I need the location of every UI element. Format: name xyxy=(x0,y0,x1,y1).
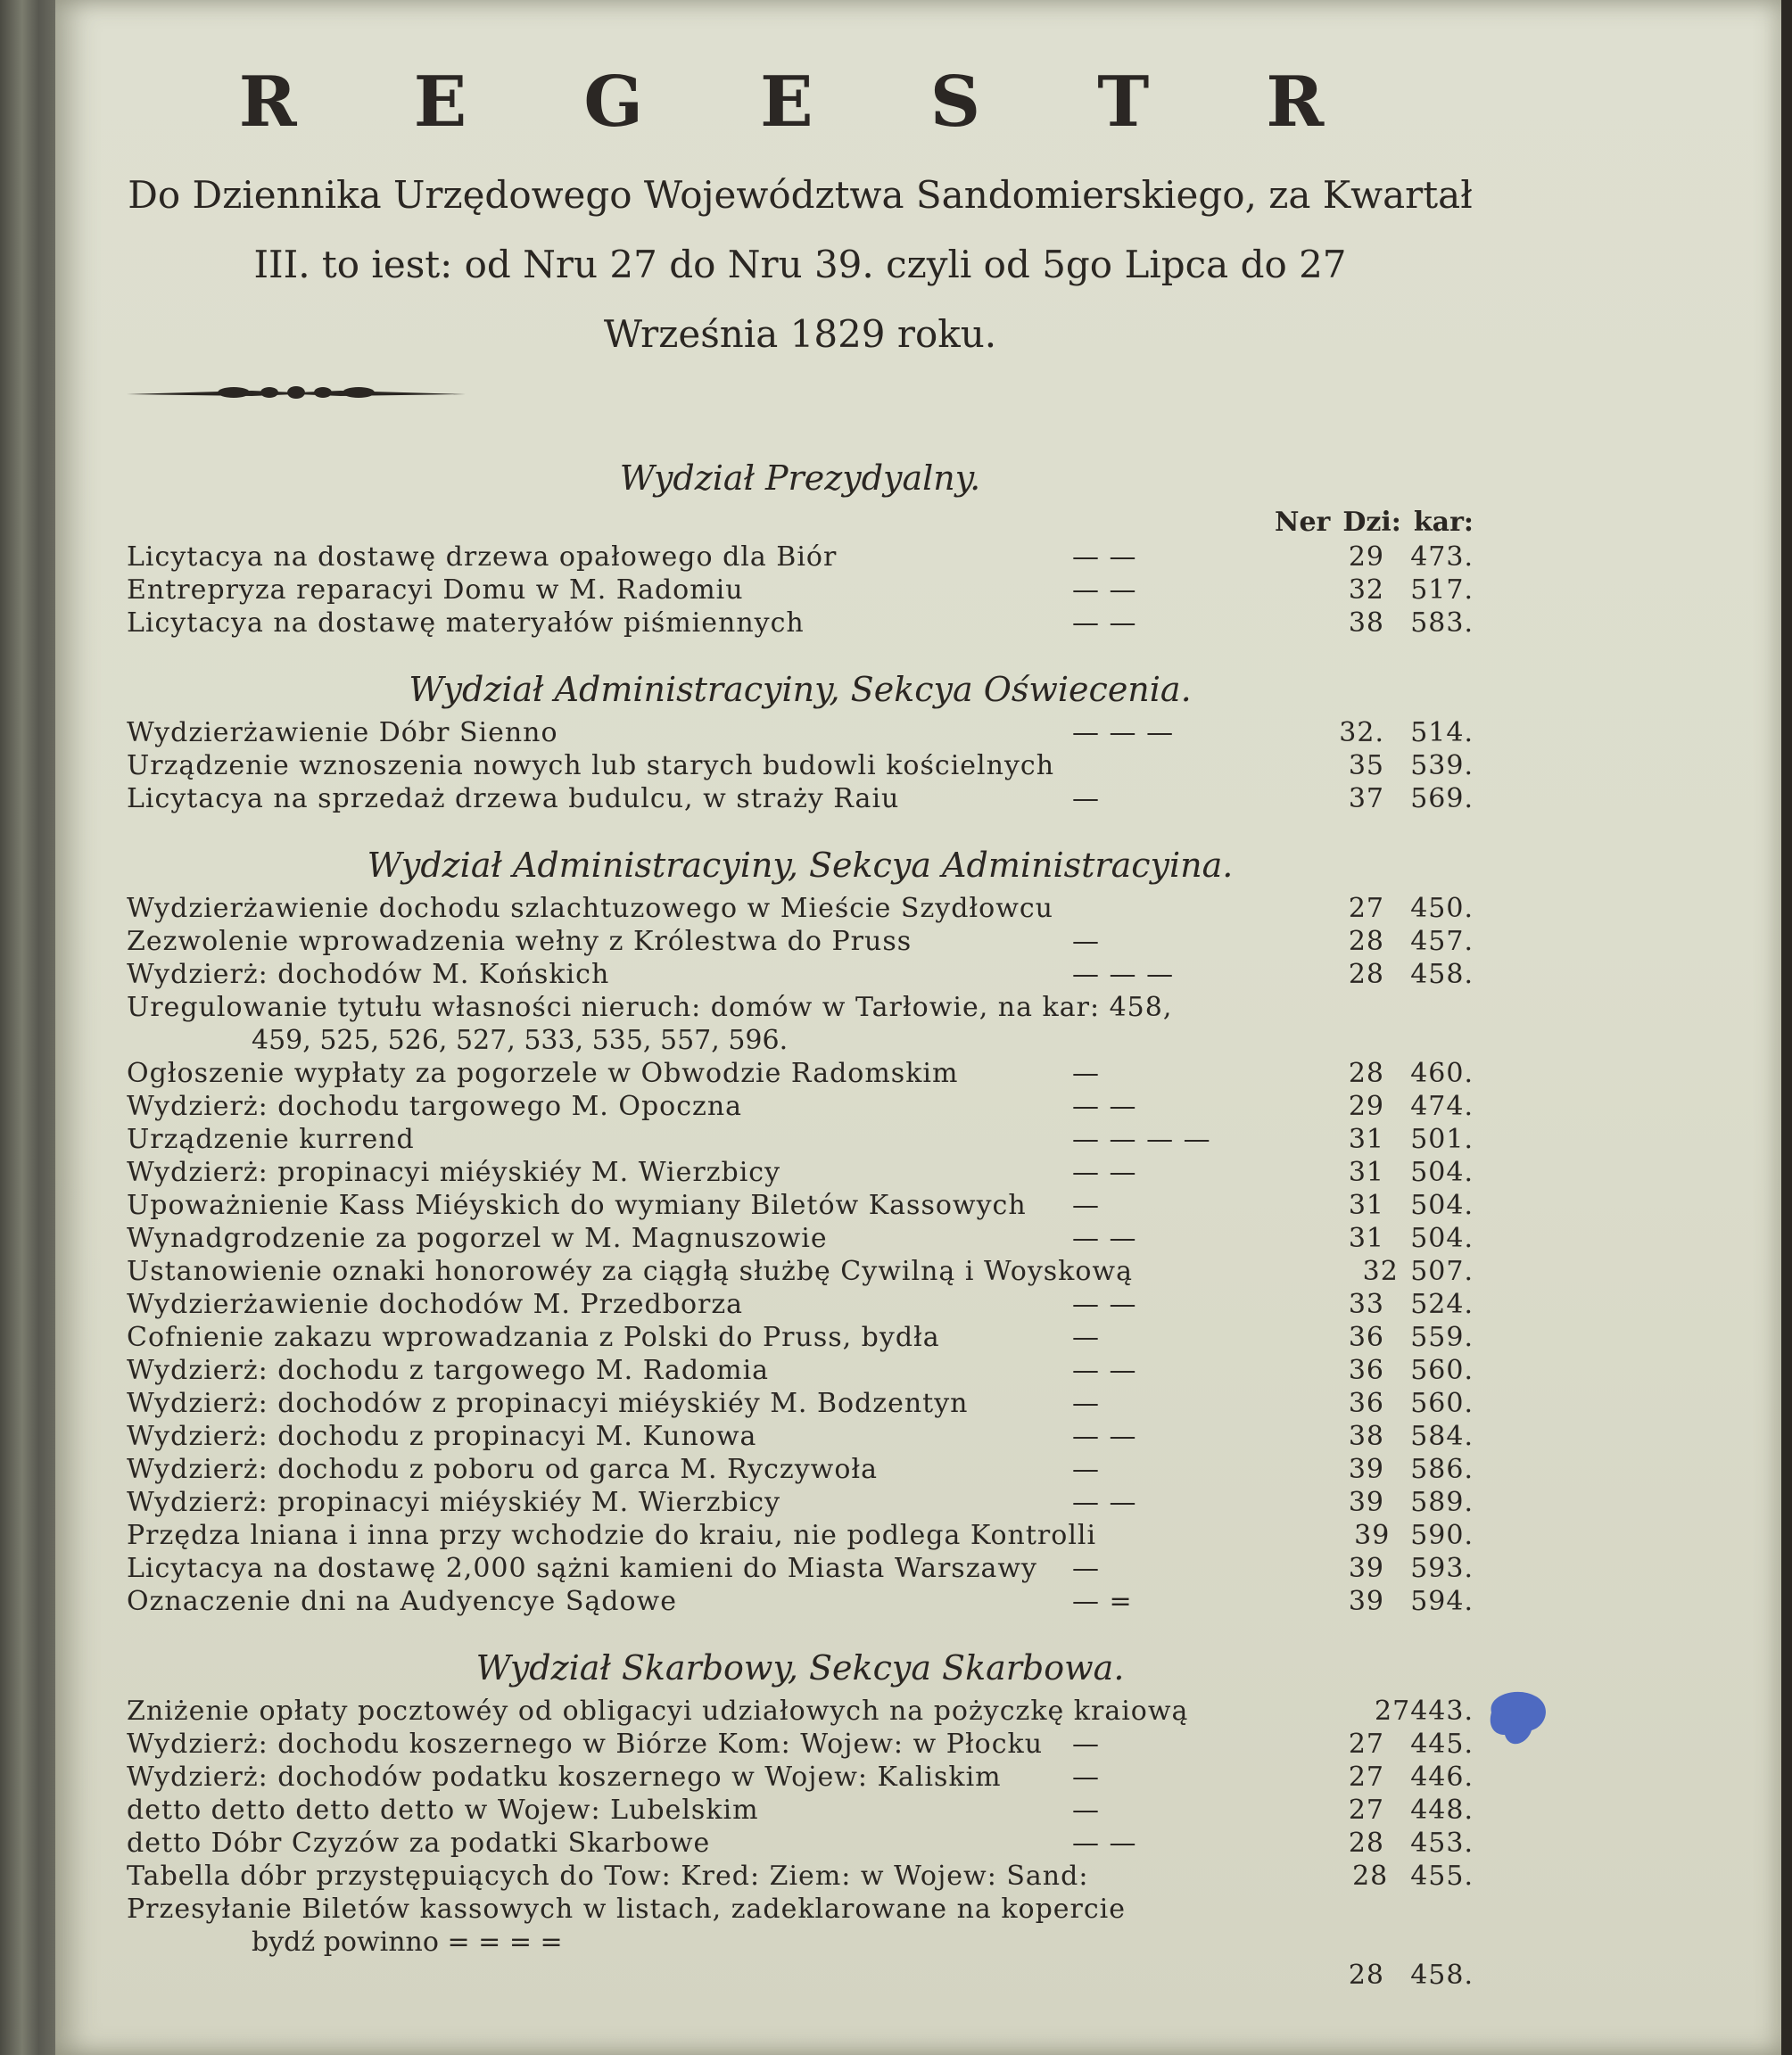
entry-dashes: — xyxy=(1072,1729,1100,1760)
entry-number: 27 xyxy=(1348,1795,1384,1826)
entry-number: 33 xyxy=(1348,1289,1384,1320)
register-row xyxy=(127,1486,1474,1519)
entry-title: Wydzierż: dochodu targowego M. Opoczna xyxy=(127,1091,743,1122)
entry-title: Licytacya na sprzedaż drzewa budulcu, w straży Raiu xyxy=(127,783,900,814)
entry-dashes: — — — xyxy=(1072,717,1175,748)
column-header-ner: Ner xyxy=(1275,507,1331,538)
entry-number: 39 xyxy=(1348,1586,1384,1617)
entry-dashes: — — xyxy=(1072,1223,1137,1254)
entry-title: Wydzierż: dochodu z poboru od garca M. Ryczywoła xyxy=(127,1454,879,1485)
entry-page: 460. xyxy=(1410,1058,1474,1089)
entry-dashes: — xyxy=(1072,783,1100,814)
entry-number: 28 xyxy=(1348,959,1384,990)
entry-number: 27 xyxy=(1375,1696,1411,1727)
entry-title: Wydzierż: dochodu koszernego w Biórze Kom: Wojew: w Płocku xyxy=(127,1729,1044,1760)
entry-title: Wydzierżawienie dochodu szlachtuzowego w Mieście Szydłowcu xyxy=(127,893,1054,924)
entry-page: 443. xyxy=(1410,1696,1474,1727)
entry-number: 32 xyxy=(1348,574,1384,606)
register-row xyxy=(127,1519,1474,1552)
entry-dashes: — — xyxy=(1072,1157,1137,1188)
entry-title: Przesyłanie Biletów kassowych w listach, zadeklarowane na kopercie xyxy=(127,1894,1127,1925)
register-row xyxy=(127,1090,1474,1123)
entry-title: Wydzierżawienie Dóbr Sienno xyxy=(127,717,558,748)
entry-title: Upoważnienie Kass Miéyskich do wymiany Biletów Kassowych xyxy=(127,1190,1027,1221)
entry-title: Entrepryza reparacyi Domu w M. Radomiu xyxy=(127,574,744,606)
entry-page: 458. xyxy=(1410,1960,1474,1991)
entry-title: Wydzierż: dochodu z propinacyi M. Kunowa xyxy=(127,1421,757,1452)
column-headers xyxy=(127,505,1474,541)
entry-page: 504. xyxy=(1410,1223,1474,1254)
register-row xyxy=(127,1827,1474,1860)
register-row xyxy=(127,1387,1474,1420)
entry-number: 35 xyxy=(1348,750,1384,781)
entry-title: detto detto detto detto w Wojew: Lubelskim xyxy=(127,1795,759,1826)
entry-number: 38 xyxy=(1348,1421,1384,1452)
entry-page: 517. xyxy=(1410,574,1474,606)
entry-number: 39 xyxy=(1348,1487,1384,1518)
entry-dashes: — xyxy=(1072,1322,1100,1353)
entry-continuation: 459, 525, 526, 527, 533, 535, 557, 596. xyxy=(252,1025,789,1056)
entry-page: 594. xyxy=(1410,1586,1474,1617)
register-row xyxy=(127,782,1474,815)
register-row xyxy=(127,1761,1474,1794)
entry-number: 28 xyxy=(1352,1861,1389,1892)
entry-title: Tabella dóbr przystępuiących do Tow: Kred: Ziem: w Wojew: Sand: xyxy=(127,1861,1089,1892)
register-row xyxy=(127,541,1474,574)
entry-dashes: — — xyxy=(1072,1091,1137,1122)
entry-title: Wydzierż: dochodów podatku koszernego w Wojew: Kaliskim xyxy=(127,1762,1002,1793)
subtitle-line-2: III. to iest: od Nru 27 do Nru 39. czyli od 5go Lipca do 27 xyxy=(253,243,1347,286)
entry-page: 474. xyxy=(1410,1091,1474,1122)
entry-page: 514. xyxy=(1410,717,1474,748)
entry-number: 31 xyxy=(1348,1157,1384,1188)
entry-number: 32 xyxy=(1362,1256,1399,1287)
paper-page xyxy=(55,0,1781,2055)
entry-dashes: — — xyxy=(1072,574,1137,606)
register-row xyxy=(127,1860,1474,1893)
entry-title: Zniżenie opłaty pocztowéy od obligacyi udziałowych na pożyczkę kraiową xyxy=(127,1696,1189,1727)
register-row xyxy=(127,892,1474,925)
subtitle-line-1: Do Dziennika Urzędowego Województwa Sandomierskiego, za Kwartał xyxy=(128,173,1473,217)
entry-title: Wydzierż: dochodów z propinacyi miéyskiéy M. Bodzentyn xyxy=(127,1388,969,1419)
entry-number: 38 xyxy=(1348,607,1384,639)
register-row xyxy=(127,1123,1474,1156)
entry-number: 27 xyxy=(1348,893,1384,924)
section-heading: Wydział Administracyiny, Sekcya Administracyina. xyxy=(367,846,1234,885)
entry-page: 589. xyxy=(1410,1487,1474,1518)
entry-title: Wydzierż: propinacyi miéyskiéy M. Wierzbicy xyxy=(127,1157,781,1188)
entry-number: 28 xyxy=(1348,926,1384,957)
subtitle-line-3: Września 1829 roku. xyxy=(603,312,997,356)
entry-page: 458. xyxy=(1410,959,1474,990)
entry-page: 524. xyxy=(1410,1289,1474,1320)
entry-page: 450. xyxy=(1410,893,1474,924)
entry-number: 36 xyxy=(1348,1355,1384,1386)
entry-dashes: — — — — xyxy=(1072,1124,1211,1155)
register-row xyxy=(127,1728,1474,1761)
entry-number: 32. xyxy=(1339,717,1384,748)
entry-page: 583. xyxy=(1410,607,1474,639)
entry-dashes: — — xyxy=(1072,1421,1137,1452)
entry-number: 37 xyxy=(1348,783,1384,814)
entry-title: Wydzierż: dochodu z targowego M. Radomia xyxy=(127,1355,770,1386)
entry-title: Zezwolenie wprowadzenia wełny z Królestwa do Pruss xyxy=(127,926,913,957)
entry-dashes: — — xyxy=(1072,1289,1137,1320)
entry-title: Uregulowanie tytułu własności nieruch: domów w Tarłowie, na kar: 458, xyxy=(127,992,1173,1023)
entry-dashes: — — xyxy=(1072,1487,1137,1518)
entry-dashes: — xyxy=(1072,1058,1100,1089)
entry-dashes: — xyxy=(1072,1795,1100,1826)
entry-page: 457. xyxy=(1410,926,1474,957)
entry-title: Urządzenie wznoszenia nowych lub starych budowli kościelnych xyxy=(127,750,1055,781)
entry-number: 29 xyxy=(1348,1091,1384,1122)
entry-page: 569. xyxy=(1410,783,1474,814)
register-row xyxy=(127,958,1474,991)
entry-page: 445. xyxy=(1410,1729,1474,1760)
entry-page: 593. xyxy=(1410,1553,1474,1584)
register-row xyxy=(127,1222,1474,1255)
register-row xyxy=(127,749,1474,782)
entry-page: 453. xyxy=(1410,1828,1474,1859)
entry-page: 559. xyxy=(1410,1322,1474,1353)
entry-page: 448. xyxy=(1410,1795,1474,1826)
entry-number: 31 xyxy=(1348,1223,1384,1254)
section-heading: Wydział Skarbowy, Sekcya Skarbowa. xyxy=(475,1648,1125,1688)
register-sections xyxy=(127,451,1474,1992)
entry-number: 39 xyxy=(1348,1553,1384,1584)
ink-stain xyxy=(1482,1686,1554,1750)
entry-dashes: — xyxy=(1072,1553,1100,1584)
entry-dashes: — xyxy=(1072,1454,1100,1485)
register-row xyxy=(127,1552,1474,1585)
entry-page: 504. xyxy=(1410,1190,1474,1221)
entry-number: 28 xyxy=(1348,1058,1384,1089)
entry-page: 590. xyxy=(1410,1520,1474,1551)
section-heading: Wydział Administracyiny, Sekcya Oświecenia. xyxy=(409,670,1192,709)
entry-dashes: — — xyxy=(1072,607,1137,639)
book-binding xyxy=(0,0,55,2055)
entry-dashes: — — xyxy=(1072,1355,1137,1386)
entry-title: Wynadgrodzenie za pogorzel w M. Magnuszowie xyxy=(127,1223,828,1254)
register-row xyxy=(127,925,1474,958)
entry-title: Przędza lniana i inna przy wchodzie do kraiu, nie podlega Kontrolli xyxy=(127,1520,1097,1551)
entry-title: Licytacya na dostawę materyałów piśmiennych xyxy=(127,607,805,639)
entry-number: 29 xyxy=(1348,541,1384,573)
entry-page: 539. xyxy=(1410,750,1474,781)
entry-page: 473. xyxy=(1410,541,1474,573)
register-row xyxy=(127,1321,1474,1354)
entry-number: 39 xyxy=(1354,1520,1391,1551)
register-row xyxy=(127,1453,1474,1486)
entry-title: Wydzierż: propinacyi miéyskiéy M. Wierzbicy xyxy=(127,1487,781,1518)
entry-title: Licytacya na dostawę drzewa opałowego dla Biór xyxy=(127,541,838,573)
register-row xyxy=(127,1255,1474,1288)
register-row xyxy=(127,1794,1474,1827)
register-row xyxy=(127,1156,1474,1189)
register-row xyxy=(127,1189,1474,1222)
entry-dashes: — — xyxy=(1072,541,1137,573)
entry-dashes: — — — xyxy=(1072,959,1175,990)
register-row xyxy=(127,607,1474,640)
entry-page: 446. xyxy=(1410,1762,1474,1793)
column-header-kar: kar: xyxy=(1413,507,1474,538)
register-row xyxy=(127,1585,1474,1618)
entry-dashes: — xyxy=(1072,1762,1100,1793)
entry-page: 504. xyxy=(1410,1157,1474,1188)
entry-title: Wydzierżawienie dochodów M. Przedborza xyxy=(127,1289,744,1320)
register-row xyxy=(127,574,1474,607)
entry-number: 27 xyxy=(1348,1762,1384,1793)
entry-page: 584. xyxy=(1410,1421,1474,1452)
entry-title: Wydzierż: dochodów M. Końskich xyxy=(127,959,610,990)
entry-page: 560. xyxy=(1410,1388,1474,1419)
entry-title: Licytacya na dostawę 2,000 sążni kamieni do Miasta Warszawy xyxy=(127,1553,1038,1584)
register-row xyxy=(127,1354,1474,1387)
document-title: R E G E S T R xyxy=(238,62,1371,143)
entry-dashes: — xyxy=(1072,1388,1100,1419)
register-row xyxy=(127,1420,1474,1453)
entry-title: Oznaczenie dni na Audyencye Sądowe xyxy=(127,1586,677,1617)
entry-number: 28 xyxy=(1348,1960,1384,1991)
entry-dashes: — xyxy=(1072,926,1100,957)
entry-number: 36 xyxy=(1348,1388,1384,1419)
entry-page: 560. xyxy=(1410,1355,1474,1386)
entry-number: 36 xyxy=(1348,1322,1384,1353)
entry-number: 39 xyxy=(1348,1454,1384,1485)
entry-page: 586. xyxy=(1410,1454,1474,1485)
entry-dashes: — — xyxy=(1072,1828,1137,1859)
entry-number: 28 xyxy=(1348,1828,1384,1859)
entry-page: 501. xyxy=(1410,1124,1474,1155)
entry-continuation: bydź powinno = = = = xyxy=(252,1927,563,1958)
register-row xyxy=(127,1288,1474,1321)
ornamental-rule xyxy=(127,384,466,401)
entry-title: Ustanowienie oznaki honorowéy za ciągłą służbę Cywilną i Woyskową xyxy=(127,1256,1133,1287)
entry-page: 507. xyxy=(1410,1256,1474,1287)
entry-dashes: — = xyxy=(1072,1586,1133,1617)
entry-dashes: — xyxy=(1072,1190,1100,1221)
entry-title: detto Dóbr Czyzów za podatki Skarbowe xyxy=(127,1828,711,1859)
entry-number: 27 xyxy=(1348,1729,1384,1760)
register-row xyxy=(127,716,1474,749)
register-row xyxy=(127,1893,1474,1926)
entry-title: Ogłoszenie wypłaty za pogorzele w Obwodzie Radomskim xyxy=(127,1058,959,1089)
register-row xyxy=(127,1695,1474,1728)
register-row xyxy=(127,1959,1474,1992)
register-row xyxy=(127,991,1474,1024)
entry-number: 31 xyxy=(1348,1190,1384,1221)
entry-number: 31 xyxy=(1348,1124,1384,1155)
document-body xyxy=(127,54,1474,1992)
column-header-dzi: Dzi: xyxy=(1342,507,1401,538)
entry-page: 455. xyxy=(1410,1861,1474,1892)
register-row xyxy=(127,1057,1474,1090)
entry-title: Urządzenie kurrend xyxy=(127,1124,415,1155)
entry-title: Cofnienie zakazu wprowadzania z Polski do Pruss, bydła xyxy=(127,1322,940,1353)
section-heading: Wydział Prezydyalny. xyxy=(619,458,981,498)
